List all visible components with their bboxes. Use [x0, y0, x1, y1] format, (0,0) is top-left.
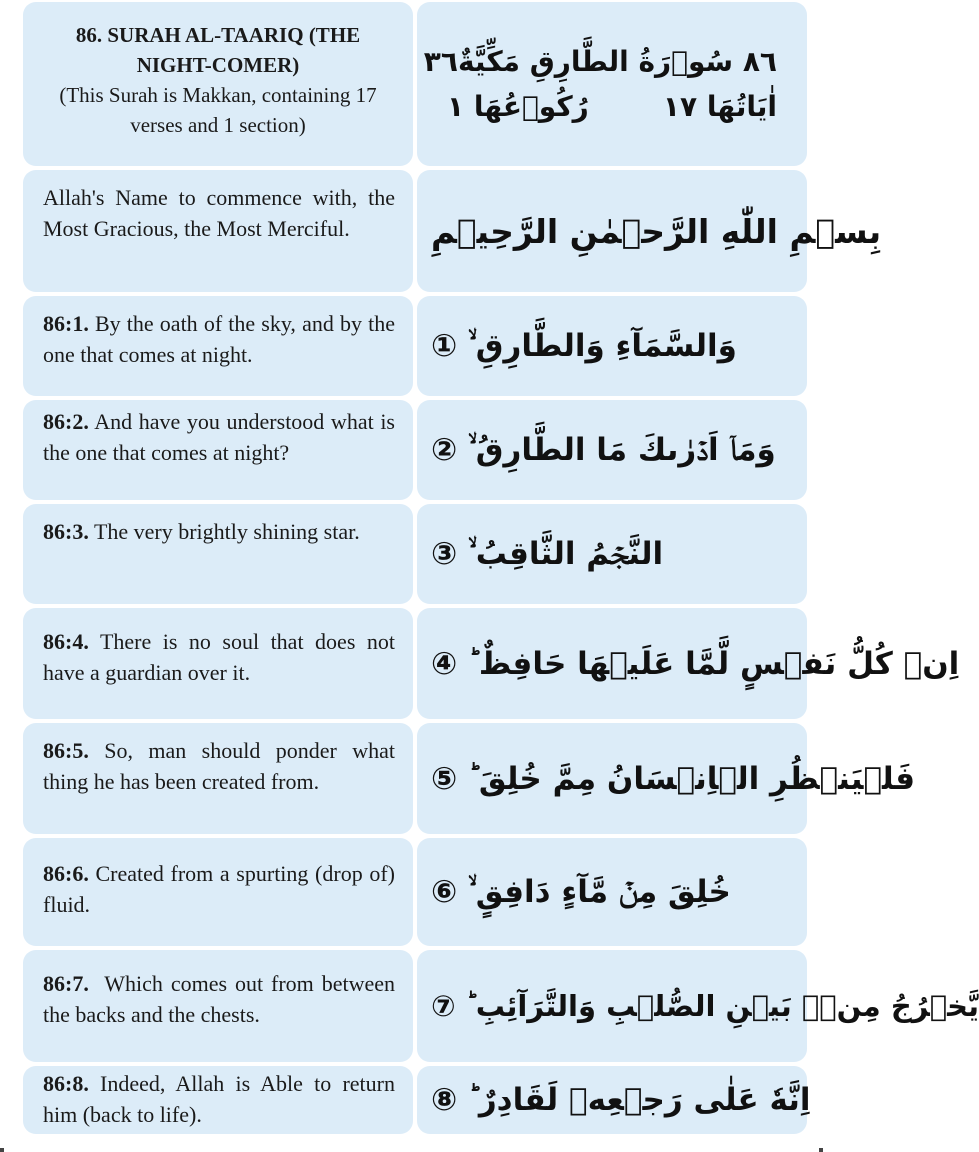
header-row — [23, 2, 807, 166]
verse-english: The very brightly shining star. — [93, 519, 360, 544]
verse-english-cell — [23, 838, 413, 946]
bismillah-english: Allah's Name to commence with, the Most Gracious, the Most Merciful. — [43, 185, 395, 241]
verse-ref: 86:7. — [43, 971, 89, 996]
bismillah-arabic-cell — [417, 170, 882, 292]
arabic-section-count: رُكُوۡعُهَا ١ — [447, 90, 589, 123]
verse-arabic: النَّجۡمُ الثَّاقِبُ ۙ ③ — [431, 535, 664, 572]
verse-english: Created from a spurting (drop of) fluid. — [43, 861, 395, 917]
verse-row — [23, 400, 807, 500]
verse-english: And have you understood what is the one that comes at night? — [43, 409, 395, 465]
arabic-surah-order: ٣٦ — [423, 45, 458, 78]
verse-english: So, man should ponder what thing he has been created from. — [43, 738, 395, 794]
surah-page — [23, 2, 979, 1138]
verse-ref: 86:2. — [43, 409, 89, 434]
verse-arabic-cell — [417, 723, 915, 834]
verse-arabic: اِنۡ كُلُّ نَفۡسٍ لَّمَّا عَلَيۡهَا حَافِظٌ ؕ ④ — [431, 645, 960, 682]
verse-english-cell — [23, 608, 413, 719]
verse-english: By the oath of the sky, and by the one that comes at night. — [43, 311, 395, 367]
header-arabic-line-2 — [447, 90, 777, 123]
verse-ref: 86:5. — [43, 738, 89, 763]
verse-english-cell — [23, 1066, 413, 1134]
verse-arabic: وَمَاۤ اَدۡرٰٮكَ مَا الطَّارِقُ ۙ ② — [431, 431, 776, 468]
surah-subtitle: (This Surah is Makkan, containing 17 verses and 1 section) — [59, 83, 377, 137]
verse-ref: 86:4. — [43, 629, 89, 654]
header-arabic-cell — [417, 2, 807, 166]
verse-ref: 86:6. — [43, 861, 89, 886]
verse-english: Indeed, Allah is Able to return him (back to life). — [43, 1071, 395, 1127]
verse-english-cell — [23, 950, 413, 1062]
bismillah-arabic: بِسۡمِ اللّٰهِ الرَّحۡمٰنِ الرَّحِيۡمِ — [431, 211, 882, 251]
verse-row — [23, 838, 807, 946]
verse-arabic-cell — [417, 838, 807, 946]
bismillah-row — [23, 170, 882, 292]
verse-row — [23, 608, 960, 719]
verse-arabic-cell — [417, 608, 960, 719]
verse-english-cell — [23, 504, 413, 604]
verse-ref: 86:8. — [43, 1071, 89, 1096]
arabic-verse-count: اٰيَاتُهَا ١٧ — [662, 90, 777, 123]
verse-arabic: فَلۡيَنۡظُرِ الۡاِنۡسَانُ مِمَّ خُلِقَ ؕ ⑤ — [431, 760, 915, 797]
verse-arabic-cell — [417, 504, 807, 604]
bismillah-english-cell — [23, 170, 413, 292]
verse-row — [23, 296, 807, 396]
scan-corner-mark-left — [0, 1148, 4, 1152]
verse-ref: 86:3. — [43, 519, 89, 544]
arabic-surah-name: ٨٦ سُوۡرَةُ الطَّارِقِ مَكِّيَّةٌ — [457, 45, 777, 78]
verse-arabic-cell — [417, 950, 979, 1062]
verse-arabic: يَّخۡرُجُ مِنۡۢ بَيۡنِ الصُّلۡبِ وَالتَّرَآئِبِ ؕ ⑦ — [431, 989, 979, 1023]
verse-english-cell — [23, 400, 413, 500]
verse-arabic-cell — [417, 400, 807, 500]
verse-arabic-cell — [417, 1066, 811, 1134]
verse-english: There is no soul that does not have a guardian over it. — [43, 629, 395, 685]
verse-arabic: خُلِقَ مِنۡ مَّآءٍ دَافِقٍ ۙ ⑥ — [431, 873, 731, 910]
verse-ref: 86:1. — [43, 311, 89, 336]
header-arabic-line-1 — [423, 45, 777, 78]
scan-corner-mark-right — [819, 1148, 823, 1152]
verse-row — [23, 1066, 811, 1134]
verse-arabic: وَالسَّمَآءِ وَالطَّارِقِ ۙ ① — [431, 327, 737, 364]
verse-row — [23, 723, 915, 834]
verse-english-cell — [23, 296, 413, 396]
verse-row — [23, 504, 807, 604]
verse-row — [23, 950, 979, 1062]
surah-title: 86. SURAH AL-TAARIQ (THE NIGHT-COMER) — [75, 23, 361, 77]
header-english-cell — [23, 2, 413, 166]
verse-arabic-cell — [417, 296, 807, 396]
verse-english-cell — [23, 723, 413, 834]
verse-arabic: اِنَّهٗ عَلٰى رَجۡعِهٖ لَقَادِرٌ ؕ ⑧ — [431, 1082, 811, 1118]
verse-english: Which comes out from between the backs and the chests. — [43, 971, 401, 1027]
